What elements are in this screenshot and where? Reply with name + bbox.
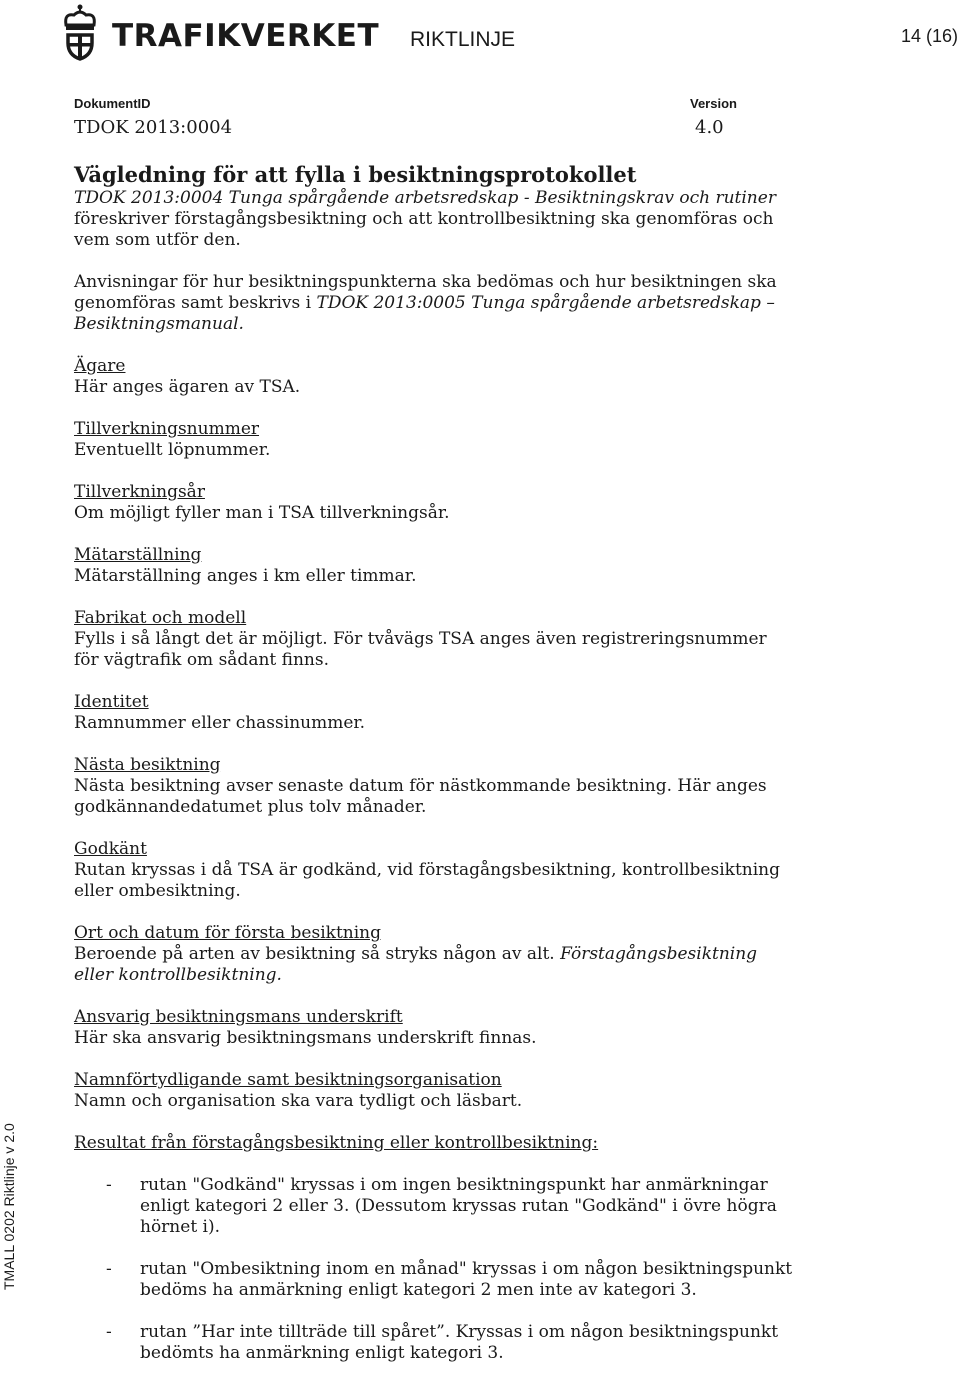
result-title: Resultat från förstagångsbesiktning eller kontrollbesiktning:	[74, 1133, 599, 1153]
section-text: Eventuellt löpnummer.	[74, 440, 271, 460]
section-identitet	[74, 692, 794, 734]
section-title: Tillverkningsnummer	[74, 419, 260, 439]
logo-text: TRAFIKVERKET	[112, 18, 380, 54]
document-body	[74, 162, 794, 1385]
instructions-paragraph	[74, 272, 794, 335]
list-item-text: rutan "Ombesiktning inom en månad" kryssas i om någon besiktningspunkt bedöms ha anmärkning enligt kategori 2 men inte av kategori 3.	[140, 1259, 793, 1300]
section-namnfortydligande	[74, 1070, 794, 1112]
dash-marker: -	[106, 1175, 112, 1195]
section-matarstallning	[74, 545, 794, 587]
section-title: Tillverkningsår	[74, 482, 205, 502]
page-header	[0, 0, 960, 70]
section-text: Nästa besiktning avser senaste datum för nästkommande besiktning. Här anges godkännandedatumet plus tolv månader.	[74, 776, 767, 817]
crown-icon	[58, 3, 102, 61]
version-label: Version	[690, 96, 737, 111]
list-item-text: rutan ”Har inte tillträde till spåret”. Kryssas i om någon besiktningspunkt bedömts ha anmärkning enligt kategori 3.	[140, 1322, 779, 1363]
section-title: Nästa besiktning	[74, 755, 221, 775]
section-title: Mätarställning	[74, 545, 202, 565]
instructions-text: Anvisningar för hur besiktningspunkterna ska bedömas och hur besiktningen ska genomföras samt beskrivs i	[74, 272, 777, 313]
section-text: Om möjligt fyller man i TSA tillverkningsår.	[74, 503, 450, 523]
section-tillverkningsnummer	[74, 419, 794, 461]
section-text: Här ska ansvarig besiktningsmans underskrift finnas.	[74, 1028, 537, 1048]
section-agare	[74, 356, 794, 398]
section-title: Namnförtydligande samt besiktningsorganisation	[74, 1070, 502, 1090]
list-item	[74, 1322, 794, 1364]
version-value: 4.0	[695, 117, 724, 138]
section-ort-datum	[74, 923, 794, 986]
section-title: Godkänt	[74, 839, 147, 859]
section-title: Fabrikat och modell	[74, 608, 247, 628]
section-tillverkningsar	[74, 482, 794, 524]
dash-marker: -	[106, 1322, 112, 1342]
section-text	[74, 944, 794, 986]
section-title: Ort och datum för första besiktning	[74, 923, 381, 943]
section-text: Mätarställning anges i km eller timmar.	[74, 566, 417, 586]
section-title: Ansvarig besiktningsmans underskrift	[74, 1007, 403, 1027]
document-type: RIKTLINJE	[410, 28, 516, 51]
section-text: Ramnummer eller chassinummer.	[74, 713, 366, 733]
result-list	[74, 1175, 794, 1364]
section-text: Fylls i så långt det är möjligt. För tvåvägs TSA anges även registreringsnummer för vägtrafik om sådant finns.	[74, 629, 767, 670]
section-text-plain: Beroende på arten av besiktning så stryks någon av alt.	[74, 944, 561, 964]
section-underskrift	[74, 1007, 794, 1049]
docid-label: DokumentID	[74, 96, 151, 111]
section-title: Identitet	[74, 692, 149, 712]
list-item	[74, 1175, 794, 1238]
intro-paragraph	[74, 188, 794, 251]
section-text: Här anges ägaren av TSA.	[74, 377, 301, 397]
trafikverket-logo	[58, 3, 379, 61]
page-number: 14 (16)	[900, 26, 958, 46]
template-label: TMALL 0202 Riktlinje v 2.0	[1, 1123, 17, 1290]
instructions-reference: TDOK 2013:0005 Tunga spårgående arbetsredskap – Besiktningsmanual.	[74, 293, 775, 334]
docid-value: TDOK 2013:0004	[74, 117, 233, 138]
list-item	[74, 1259, 794, 1301]
intro-reference: TDOK 2013:0004 Tunga spårgående arbetsredskap - Besiktningskrav och rutiner	[74, 188, 776, 208]
list-item-text: rutan "Godkänd" kryssas i om ingen besiktningspunkt har anmärkningar enligt kategori 2 eller 3. (Dessutom kryssas rutan "Godkänd" i övre högra hörnet i).	[140, 1175, 777, 1237]
section-nasta-besiktning	[74, 755, 794, 818]
section-fabrikat	[74, 608, 794, 671]
section-text: Namn och organisation ska vara tydligt och läsbart.	[74, 1091, 523, 1111]
section-title: Ägare	[74, 356, 126, 376]
document-title: Vägledning för att fylla i besiktningsprotokollet	[74, 162, 637, 187]
section-godkant	[74, 839, 794, 902]
section-text-italic: Förstagångsbesiktning eller kontrollbesiktning.	[74, 944, 758, 985]
intro-text: föreskriver förstagångsbesiktning och att kontrollbesiktning ska genomföras och vem som utför den.	[74, 209, 774, 250]
dash-marker: -	[106, 1259, 112, 1279]
section-text: Rutan kryssas i då TSA är godkänd, vid förstagångsbesiktning, kontrollbesiktning eller ombesiktning.	[74, 860, 780, 901]
